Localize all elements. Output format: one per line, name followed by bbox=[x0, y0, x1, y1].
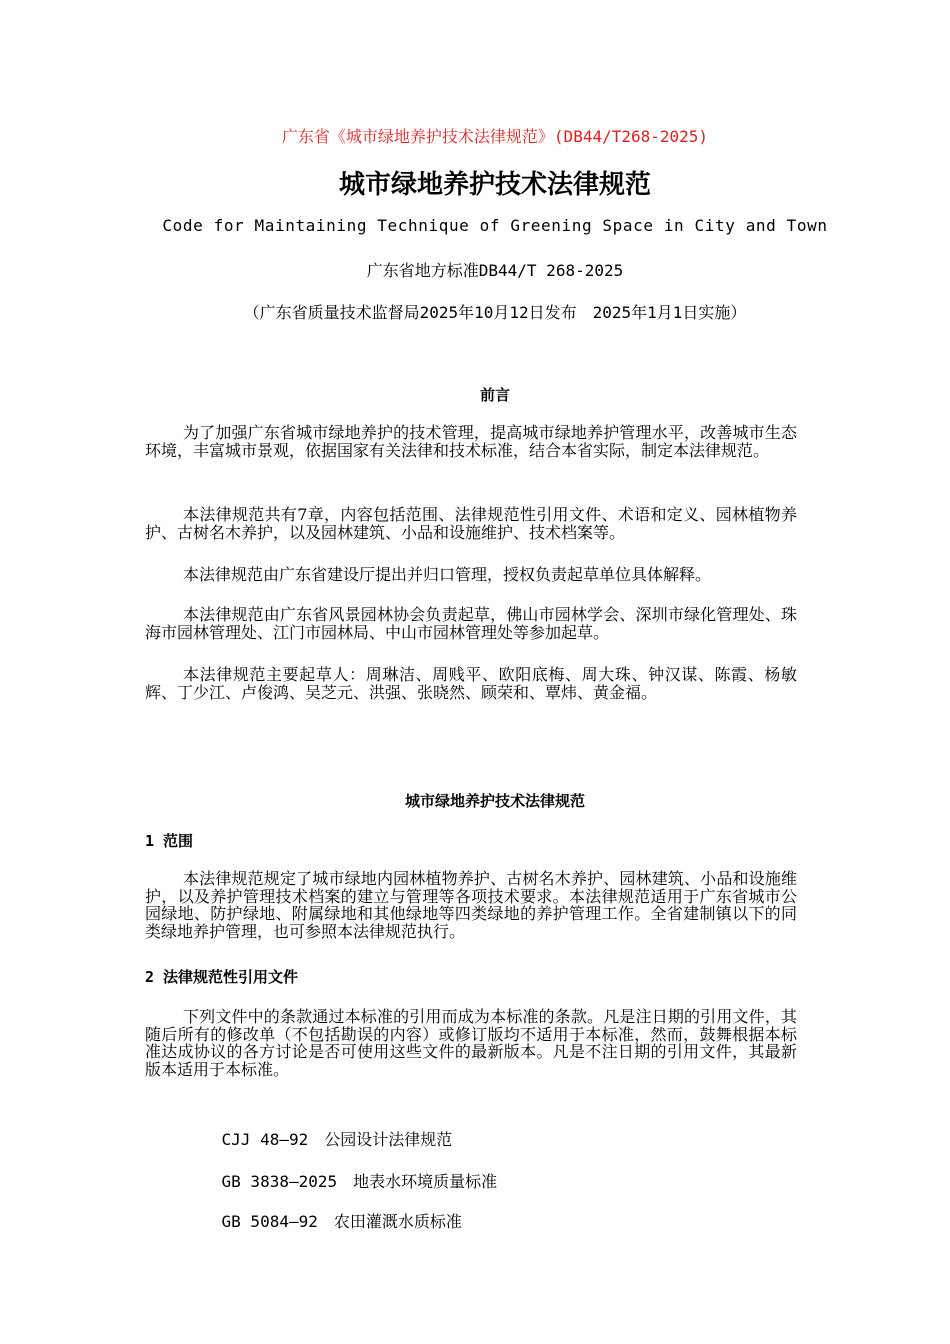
reference-code: CJJ 48—92 bbox=[221, 1130, 309, 1149]
preface-paragraph-1: 为了加强广东省城市绿地养护的技术管理，提高城市绿地养护管理水平，改善城市生态环境，丰富城市景观，依据国家有关法律和技术标准，结合本省实际，制定本法律规范。 bbox=[145, 423, 797, 460]
preface-heading: 前言 bbox=[479, 386, 510, 404]
reference-name: 公园设计法律规范 bbox=[324, 1130, 453, 1149]
chapter-1-text: 本法律规范规定了城市绿地内园林植物养护、古树名木养护、园林建筑、小品和设施维护，以及养护管理技术档案的建立与管理等各项技术要求。本法律规范适用于广东省城市公园绿地、防护绿地、附属绿地和其他绿地等四类绿地的养护管理工作。全省建制镇以下的同类绿地养护管理，也可参照本法律规范执行。 bbox=[145, 869, 797, 941]
preface-paragraph-3: 本法律规范由广东省建设厅提出并归口管理，授权负责起草单位具体解释。 bbox=[183, 565, 712, 584]
chapter-2-text: 下列文件中的条款通过本标准的引用而成为本标准的条款。凡是注日期的引用文件，其随后所有的修改单（不包括勘误的内容）或修订版均不适用于本标准，然而，鼓舞根据本标准达成协议的各方讨论是否可使用这些文件的最新版本。凡是不注日期的引用文件，其最新版本适用于本标准。 bbox=[145, 1007, 797, 1079]
reference-item bbox=[183, 1190, 462, 1251]
preface-paragraph-2: 本法律规范共有7章，内容包括范围、法律规范性引用文件、术语和定义、园林植物养护、古树名木养护，以及园林建筑、小品和设施维护、技术档案等。 bbox=[145, 505, 797, 542]
body-heading: 城市绿地养护技术法律规范 bbox=[404, 792, 585, 810]
english-title: Code for Maintaining Technique of Greening Space in City and Town bbox=[162, 216, 828, 235]
reference-code: GB 5084—92 bbox=[221, 1212, 318, 1231]
preface-paragraph-5: 本法律规范主要起草人：周琳洁、周贱平、欧阳底梅、周大珠、钟汉谋、陈霞、杨敏辉、丁少江、卢俊鸿、吴芝元、洪强、张晓然、顾荣和、覃炜、黄金福。 bbox=[145, 665, 797, 702]
chapter-2-title: 2 法律规范性引用文件 bbox=[145, 968, 299, 986]
reference-name: 地表水环境质量标准 bbox=[353, 1172, 498, 1191]
publish-info: （广东省质量技术监督局2025年10月12日发布 2025年1月1日实施） bbox=[243, 303, 747, 322]
standard-code: 广东省地方标准DB44/T 268-2025 bbox=[366, 261, 624, 280]
document-red-title: 广东省《城市绿地养护技术法律规范》(DB44/T268-2025) bbox=[281, 127, 709, 146]
preface-paragraph-4: 本法律规范由广东省风景园林协会负责起草，佛山市园林学会、深圳市绿化管理处、珠海市园林管理处、江门市园林局、中山市园林管理处等参加起草。 bbox=[145, 605, 797, 642]
chapter-1-title: 1 范围 bbox=[145, 832, 194, 850]
reference-name: 农田灌溉水质标准 bbox=[333, 1212, 462, 1231]
reference-code: GB 3838—2025 bbox=[221, 1172, 338, 1191]
document-title: 城市绿地养护技术法律规范 bbox=[338, 170, 651, 200]
